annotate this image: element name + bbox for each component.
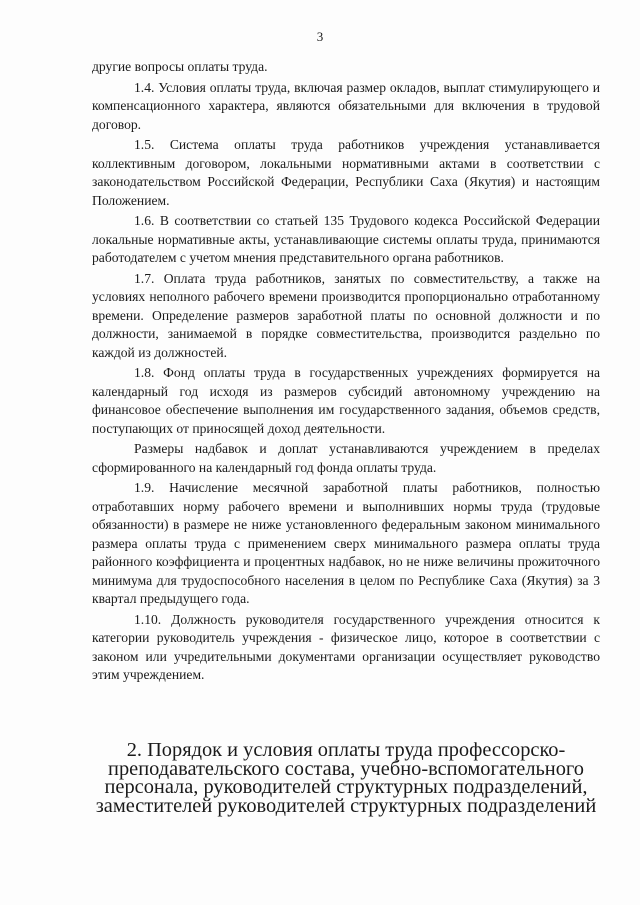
- page-number: 3: [316, 29, 324, 44]
- paragraph-1-9: 1.9. Начисление месячной заработной платы работников, полностью отработавших норму рабочего времени и выполнивших нормы труда (трудовые обязанности) в размере не ниже установленного федеральным законом минимального размера оплаты труда с применением сверх минимального размера оплаты труда районного коэффициента и процентных надбавок, но не ниже величины прожиточного минимума для трудоспособного населения в целом по Республике Саха (Якутия) за 3 квартал предыдущего года.: [92, 480, 600, 606]
- paragraph-1-6: 1.6. В соответствии со статьей 135 Трудового кодекса Российской Федерации локальные нормативные акты, устанавливающие системы оплаты труда, принимаются работодателем с учетом мнения представительного органа работников.: [92, 213, 600, 265]
- document-body: [92, 58, 600, 687]
- paragraph-1-8: 1.8. Фонд оплаты труда в государственных учреждениях формируется на календарный год исходя из размеров субсидий автономному учреждению на финансовое обеспечение выполнения им государственного задания, объемов средств, поступающих от приносящей доход деятельности.: [92, 365, 600, 436]
- paragraph-1-4: 1.4. Условия оплаты труда, включая размер окладов, выплат стимулирующего и компенсационного характера, являются обязательными для включения в трудовой договор.: [92, 79, 600, 132]
- paragraph-1-10: 1.10. Должность руководителя государственного учреждения относится к категории руководитель учреждения - физическое лицо, которое в соответствии с законом или учредительными документами организации осуществляет руководство этим учреждением.: [92, 611, 600, 682]
- paragraph-continuation: другие вопросы оплаты труда.: [92, 59, 268, 74]
- paragraph-1-5: 1.5. Система оплаты труда работников учреждения устанавливается коллективным договором, локальными нормативными актами в соответствии с законодательством Российской Федерации, Республики Саха (Якутия) и настоящим Положением.: [92, 137, 600, 208]
- paragraph-1-8-bonuses: Размеры надбавок и доплат устанавливаются учреждением в пределах сформированного на календарный год фонда оплаты труда.: [92, 441, 600, 475]
- paragraph-1-7: 1.7. Оплата труда работников, занятых по совместительству, а также на условиях неполного рабочего времени производится пропорционально отработанному времени. Определение размеров заработной платы по основной должности и по должности, занимаемой в порядке совместительства, производится раздельно по каждой из должностей.: [92, 270, 600, 360]
- section-heading: 2. Порядок и условия оплаты труда профессорско-преподавательского состава, учебно-вспомогательного персонала, руководителей структурных подразделений, заместителей руководителей структурных подразделений: [95, 739, 597, 817]
